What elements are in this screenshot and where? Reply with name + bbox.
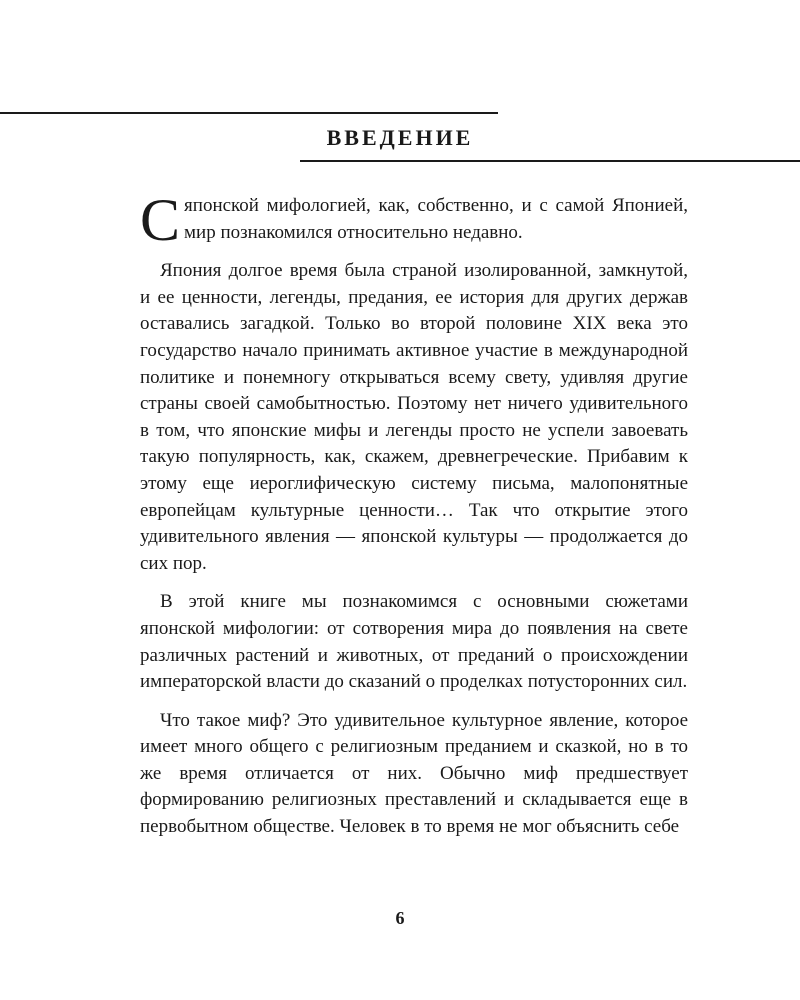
paragraph-2: Япония долгое время была страной изолированной, замкнутой, и ее ценности, легенды, предания, ее история для других держав оставались загадкой. Только во второй половине XIX века это государство начало принимать активное участие в международной политике и понемногу открываться всему свету, удивляя другие страны своей самобытностью. Поэтому нет ничего удивительного в том, что японские мифы и легенды просто не успели завоевать такую популярность, как, скажем, древнегреческие. Прибавим к этому еще иероглифическую систему письма, малопонятные европейцам культурные ценности… Так что открытие этого удивительного явления — японской культуры — продолжается до сих пор. — [140, 260, 688, 574]
top-rule-divider — [0, 112, 498, 114]
page-number: 6 — [395, 908, 405, 928]
paragraph-1 — [140, 187, 688, 253]
paragraph-1-text: японской мифологией, как, собственно, и с самой Японией, мир познакомился относительно недавно. — [184, 195, 688, 243]
drop-cap: С — [140, 187, 181, 253]
paragraph-4: Что такое миф? Это удивительное культурное явление, которое имеет много общего с религиозным преданием и сказкой, но в то же время отличается от них. Обычно миф предшествует формированию религиозных преставлений и складывается еще в первобытном обществе. Человек в то время не мог объяснить себе — [140, 709, 688, 838]
paragraph-3: В этой книге мы познакомимся с основными сюжетами японской мифологии: от сотворения мира до появления на свете различных растений и животных, от преданий о происхождении императорской власти до сказаний о проделках потусторонних сил. — [140, 591, 688, 693]
bottom-rule-divider — [300, 160, 800, 162]
body-text — [140, 187, 688, 853]
chapter-title: ВВЕДЕНИЕ — [326, 125, 474, 150]
